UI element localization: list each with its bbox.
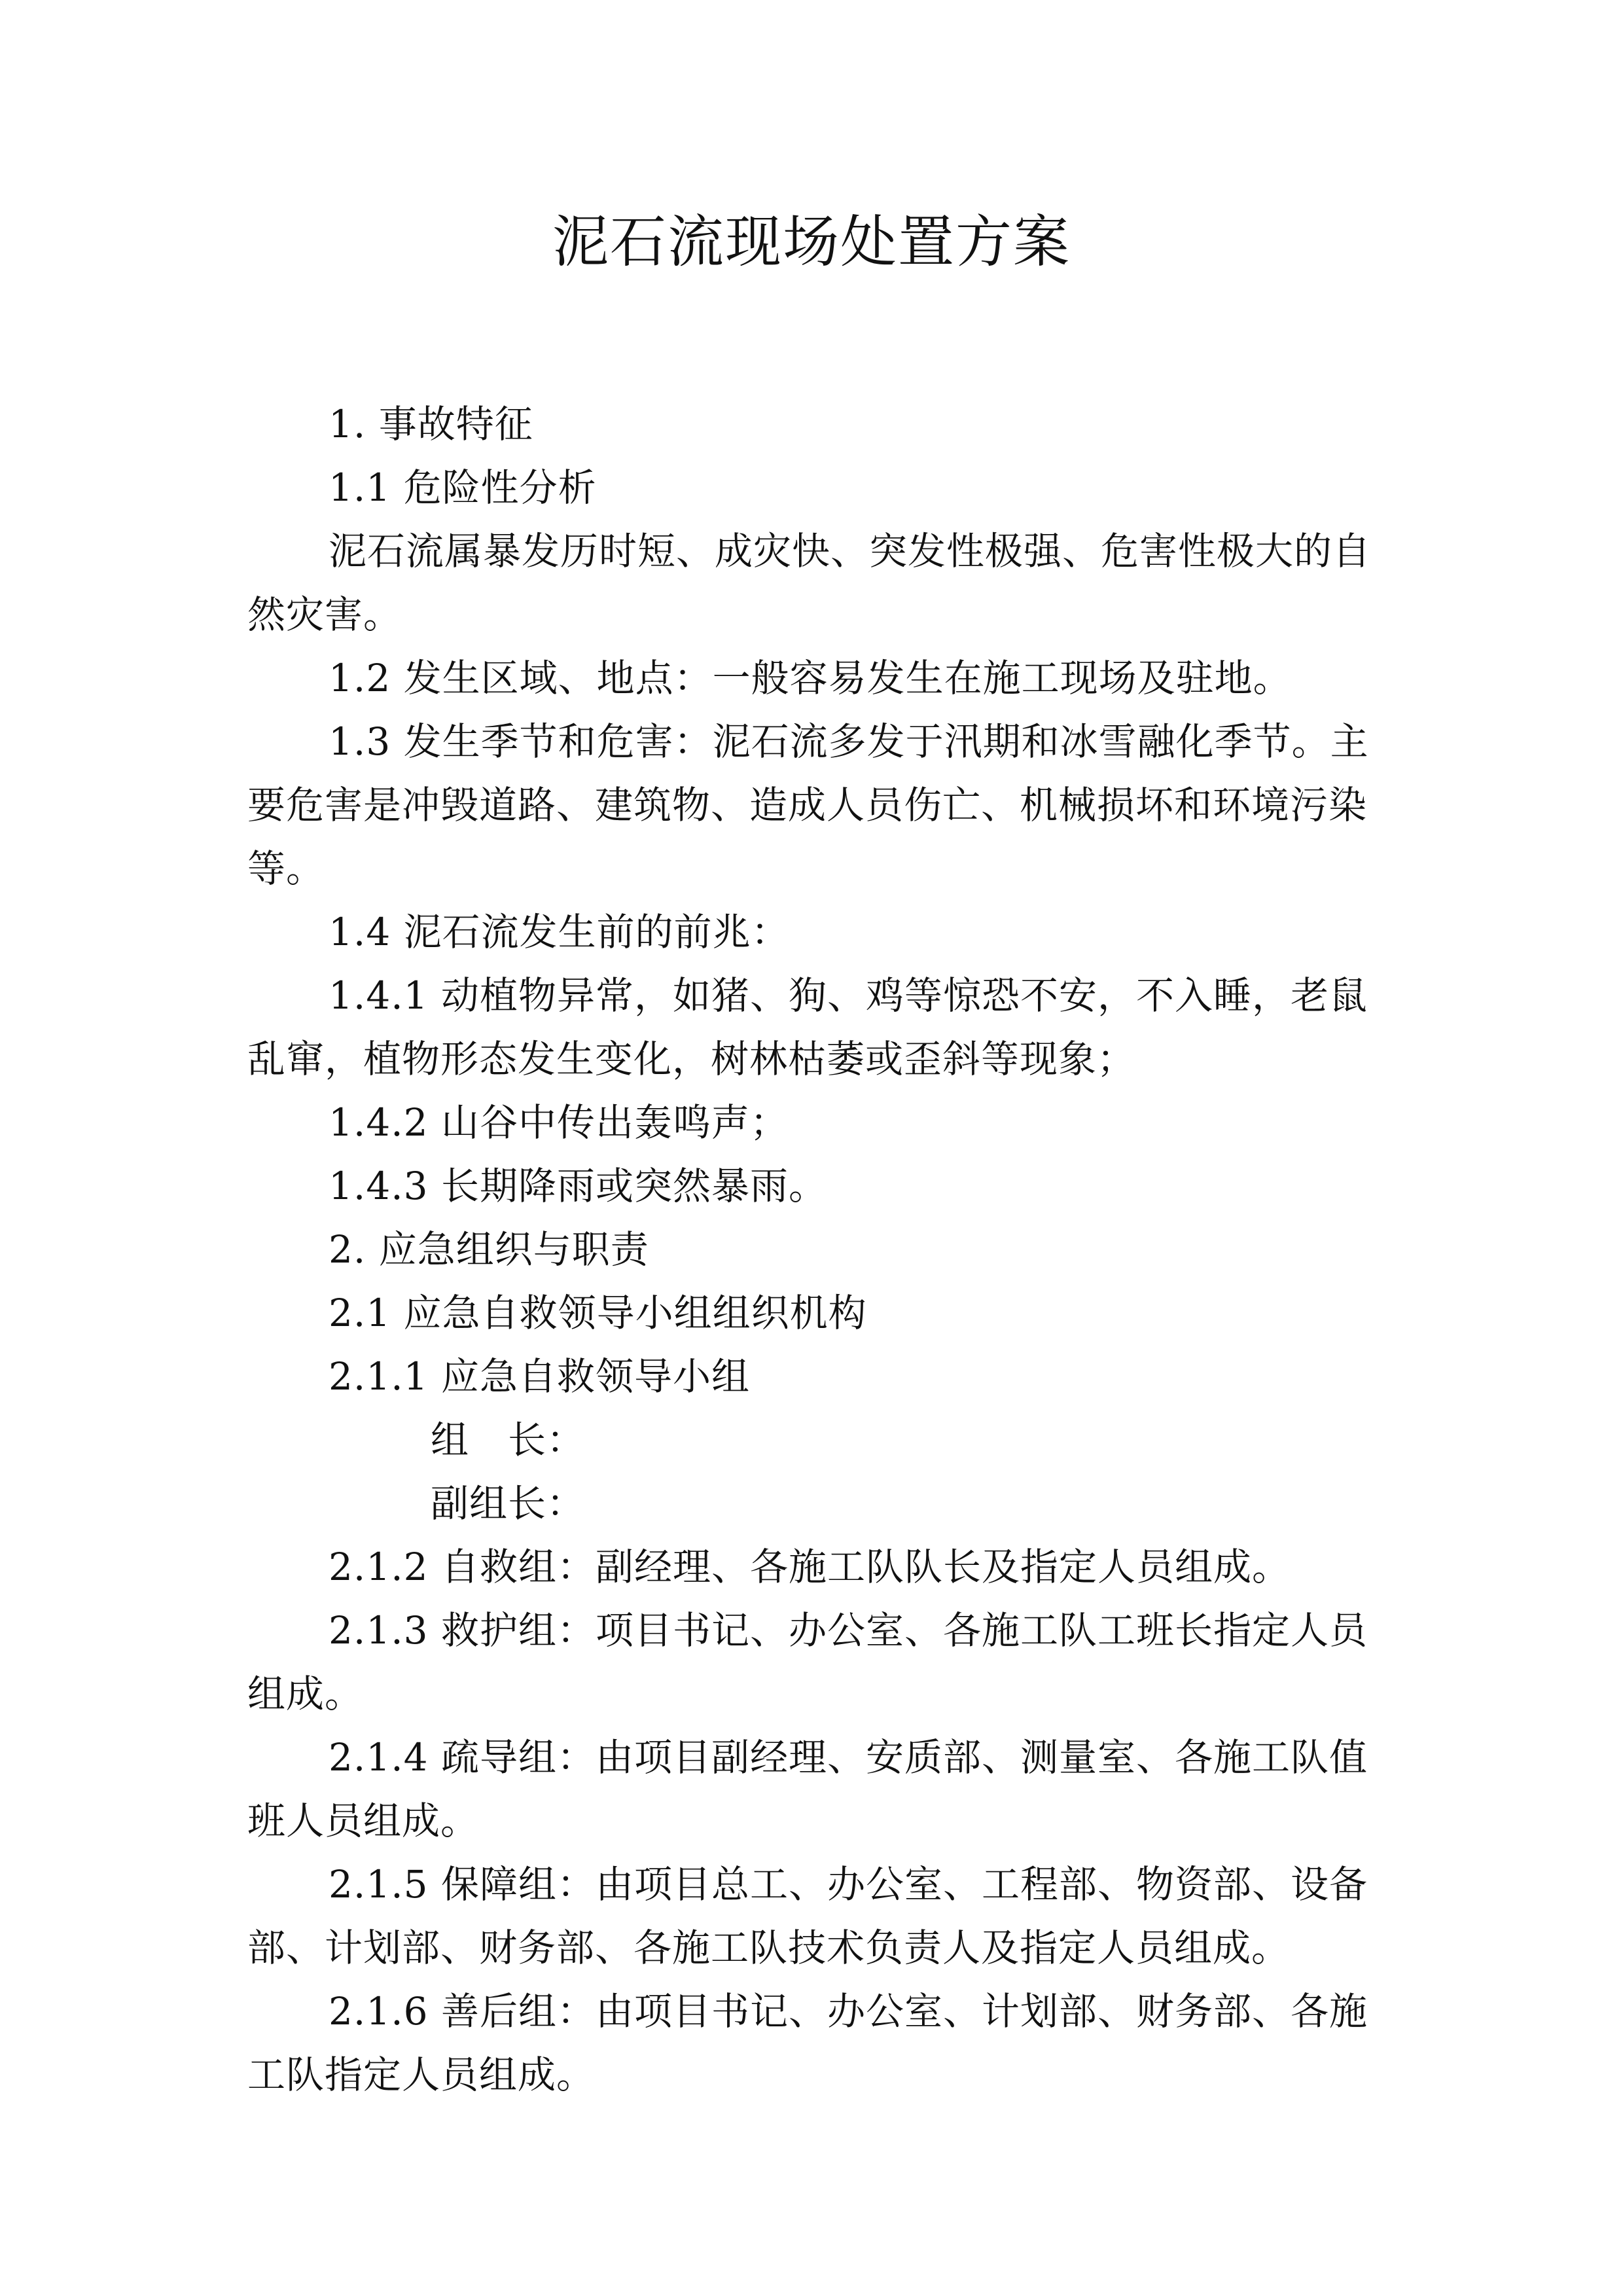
paragraph: 2.1.5 保障组：由项目总工、办公室、工程部、物资部、设备部、计划部、财务部、各施工队技术负责人及指定人员组成。 <box>247 1862 1368 1970</box>
paragraph: 1.4 泥石流发生前的前兆： <box>329 910 790 954</box>
paragraph: 2.1.6 善后组：由项目书记、办公室、计划部、财务部、各施工队指定人员组成。 <box>247 1989 1368 2097</box>
paragraph: 1.4.1 动植物异常，如猪、狗、鸡等惊恐不安，不入睡，老鼠乱窜，植物形态发生变化，树林枯萎或歪斜等现象； <box>247 973 1368 1081</box>
section-heading: 1. 事故特征 <box>329 402 533 446</box>
paragraph: 2.1.3 救护组：项目书记、办公室、各施工队工班长指定人员组成。 <box>247 1608 1368 1716</box>
document-body <box>247 393 1399 2107</box>
role-line-leader: 组 长： <box>431 1418 586 1462</box>
subsection-heading: 1.1 危险性分析 <box>329 465 597 510</box>
paragraph: 1.4.3 长期降雨或突然暴雨。 <box>329 1164 828 1208</box>
subsection-heading: 2.1 应急自救领导小组组织机构 <box>329 1291 867 1335</box>
paragraph: 1.2 发生区域、地点：一般容易发生在施工现场及驻地。 <box>329 656 1292 700</box>
paragraph: 1.4.2 山谷中传出轰鸣声； <box>329 1100 789 1145</box>
paragraph: 2.1.4 疏导组：由项目副经理、安质部、测量室、各施工队值班人员组成。 <box>247 1735 1368 1843</box>
page-title: 泥石流现场处置方案 <box>552 209 1071 275</box>
paragraph: 2.1.2 自救组：副经理、各施工队队长及指定人员组成。 <box>329 1545 1291 1589</box>
paragraph: 1.3 发生季节和危害：泥石流多发于汛期和冰雪融化季节。主要危害是冲毁道路、建筑物、造成人员伤亡、机械损坏和环境污染等。 <box>247 719 1369 891</box>
paragraph: 泥石流属暴发历时短、成灾快、突发性极强、危害性极大的自然灾害。 <box>247 529 1372 637</box>
role-line-deputy: 副组长： <box>431 1481 586 1526</box>
section-heading: 2. 应急组织与职责 <box>329 1227 649 1272</box>
subsection-heading: 2.1.1 应急自救领导小组 <box>329 1354 751 1399</box>
